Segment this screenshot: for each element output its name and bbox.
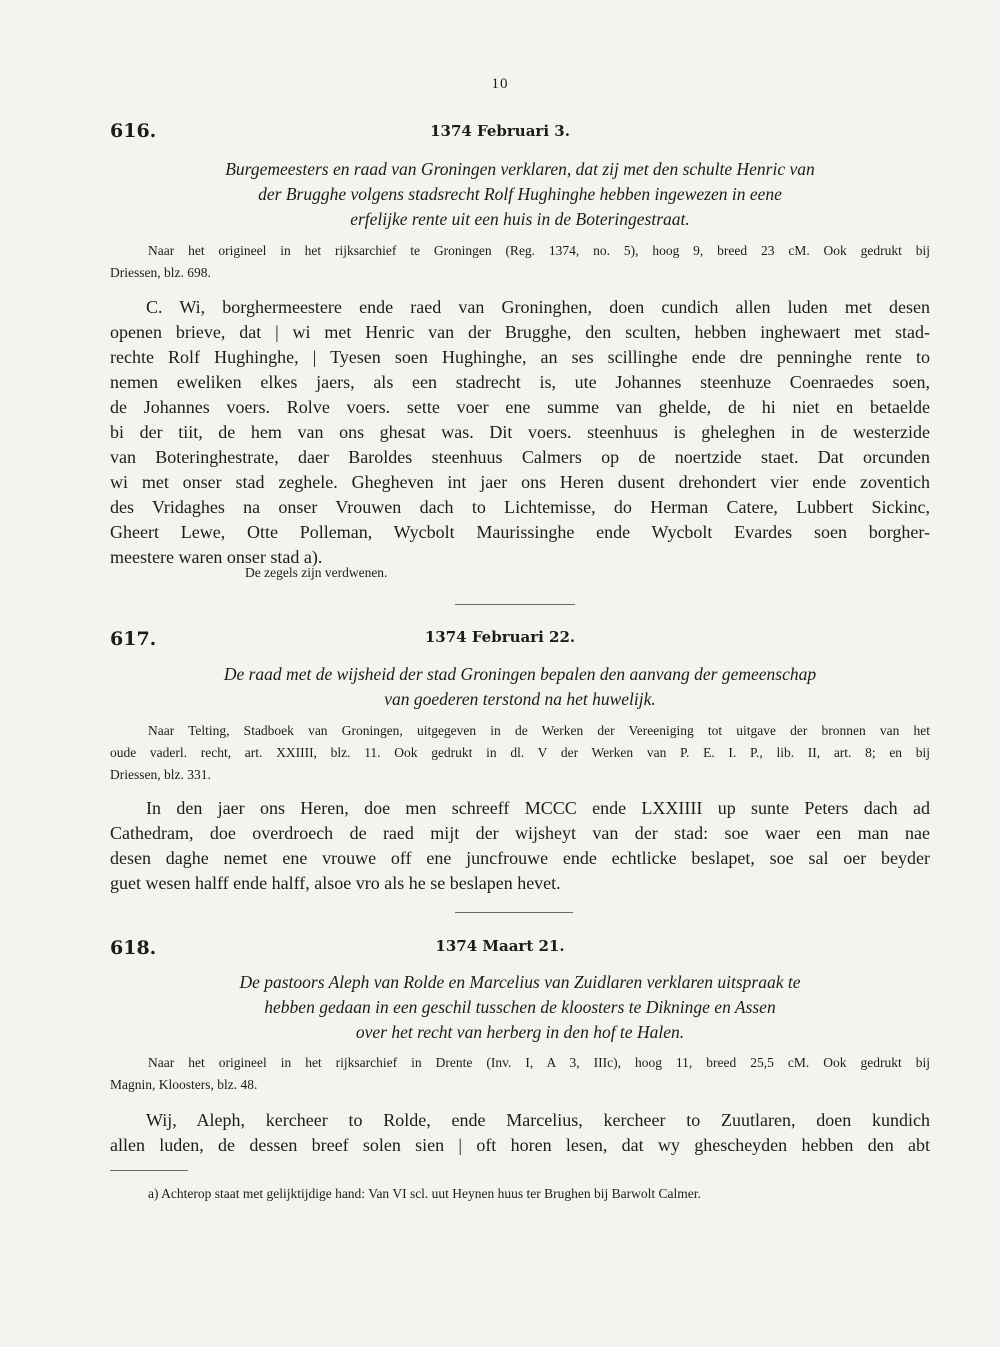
text-line: bi der tiit, de hem van ons ghesat was. Dit voers. steenhuus is gheleghen in de westerzide	[110, 422, 930, 442]
summary-line: over het recht van herberg in den hof te Halen.	[355, 1022, 685, 1042]
text-line: allen luden, de dessen breef solen sien | oft horen lesen, dat wy ghescheyden hebben den abt	[110, 1135, 930, 1155]
footnote: a) Achterop staat met gelijktijdige hand: Van VI scl. uut Heynen huus ter Brughen bij Barwolt Calmer.	[148, 1186, 701, 1201]
entry-summary	[110, 662, 930, 712]
text-line: openen brieve, dat | wi met Henric van der Brugghe, den sculten, hebben inghewaert met stad-	[110, 322, 930, 342]
text-line: Wij, Aleph, kercheer to Rolde, ende Marcelius, kercheer to Zuutlaren, doen kundich	[146, 1110, 930, 1130]
charter-text	[110, 295, 930, 570]
entry-number: 618.	[110, 937, 157, 959]
text-line: Gheert Lewe, Otte Polleman, Wycbolt Maurissinghe ende Wycbolt Evardes soen borgher-	[110, 522, 930, 542]
text-line: van Boteringhestrate, daer Baroldes steenhuus Calmers op de noertzide staet. Dat orcunden	[110, 447, 930, 467]
source-reference	[110, 1052, 930, 1096]
summary-line: Burgemeesters en raad van Groningen verklaren, dat zij met den schulte Henric van	[225, 159, 815, 179]
source-reference	[110, 240, 930, 284]
entry-date: 1374 Maart 21.	[435, 937, 565, 955]
text-line: desen daghe nemet ene vrouwe off ene juncfrouwe ende echtlicke beslapet, soe sal oer beyder	[110, 848, 930, 868]
text-line: C. Wi, borghermeestere ende raed van Groninghen, doen cundich allen luden met desen	[146, 297, 930, 317]
entry-date: 1374 Februari 3.	[430, 122, 570, 140]
summary-line: erfelijke rente uit een huis in de Boteringestraat.	[350, 209, 690, 229]
seal-note: De zegels zijn verdwenen.	[245, 565, 388, 580]
text-line: des Vridaghes na onser Vrouwen dach to Lichtemisse, do Herman Catere, Lubbert Sickinc,	[110, 497, 930, 517]
text-line: de Johannes voers. Rolve voers. sette voer ene summe van ghelde, de hi niet en betaelde	[110, 397, 930, 417]
text-line: nemen eweliken elkes jaers, als een stadrecht is, ute Johannes steenhuze Coenraedes soen,	[110, 372, 930, 392]
text-line: In den jaer ons Heren, doe men schreeff MCCC ende LXXIIII up sunte Peters dach ad	[146, 798, 930, 818]
text-line: wi met onser stad zeghele. Ghegheven int jaer ons Heren dusent drehondert vier ende zoventich	[110, 472, 930, 492]
section-divider	[455, 604, 575, 605]
charter-text	[110, 796, 930, 896]
text-line: Cathedram, doe overdroech de raed mijt der wijsheyt van der stad: soe waer een man nae	[110, 823, 930, 843]
text-line: rechte Rolf Hughinghe, | Tyesen soen Hughinghe, an ses scillinghe ende dre penninghe rente to	[110, 347, 930, 367]
source-line: Driessen, blz. 698.	[110, 265, 211, 280]
source-line: Naar het origineel in het rijksarchief te Groningen (Reg. 1374, no. 5), hoog 9, breed 23 cM. Ook gedrukt bij	[148, 243, 930, 258]
section-divider	[455, 912, 573, 913]
source-line: oude vaderl. recht, art. XXIIII, blz. 11. Ook gedrukt in dl. V der Werken van P. E. I. P., lib. II, art. 8; en bij	[110, 745, 930, 760]
source-line: Magnin, Kloosters, blz. 48.	[110, 1077, 258, 1092]
summary-line: van goederen terstond na het huwelijk.	[384, 689, 656, 709]
summary-line: De raad met de wijsheid der stad Groningen bepalen den aanvang der gemeenschap	[223, 664, 817, 684]
source-line: Driessen, blz. 331.	[110, 767, 211, 782]
entry-number: 617.	[110, 628, 157, 650]
source-line: Naar Telting, Stadboek van Groningen, uitgegeven in de Werken der Vereeniging tot uitgave der bronnen van het	[148, 723, 930, 738]
entry-date: 1374 Februari 22.	[424, 628, 576, 646]
page-number: 10	[491, 76, 509, 92]
summary-line: der Brugghe volgens stadsrecht Rolf Hughinghe hebben ingewezen in eene	[258, 184, 782, 204]
source-line: Naar het origineel in het rijksarchief in Drente (Inv. I, A 3, IIIc), hoog 11, breed 25,5 cM. Ook gedrukt bij	[148, 1055, 930, 1070]
entry-summary	[110, 970, 930, 1045]
text-line: meestere waren onser stad a).	[110, 547, 323, 567]
summary-line: hebben gedaan in een geschil tusschen de kloosters te Dikninge en Assen	[264, 997, 776, 1017]
footnote-rule	[110, 1170, 188, 1171]
source-reference	[110, 720, 930, 786]
entry-summary	[110, 157, 930, 232]
summary-line: De pastoors Aleph van Rolde en Marcelius van Zuidlaren verklaren uitspraak te	[239, 972, 801, 992]
entry-number: 616.	[110, 120, 157, 142]
text-line: guet wesen halff ende halff, alsoe vro als he se beslapen hevet.	[110, 873, 561, 893]
charter-text	[110, 1108, 930, 1158]
